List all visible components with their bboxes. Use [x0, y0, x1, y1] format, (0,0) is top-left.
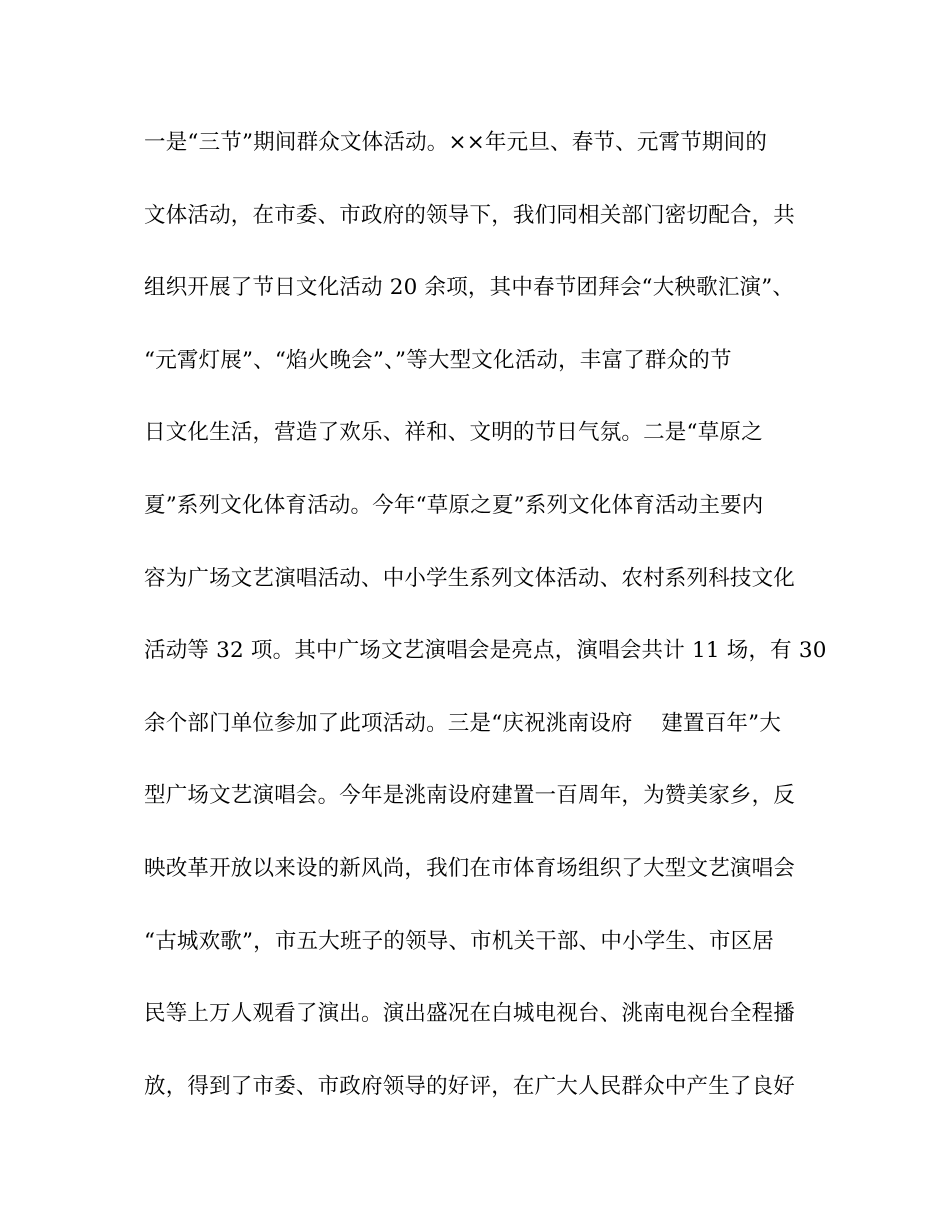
text-line-2: 文体活动，在市委、市政府的领导下，我们同相关部门密切配合，共	[144, 202, 796, 228]
text-line-10: 型广场文艺演唱会。今年是洮南设府建置一百周年，为赞美家乡，反	[144, 783, 796, 809]
text-line-14: 放，得到了市委、市政府领导的好评，在广大人民群众中产生了良好	[144, 1073, 796, 1099]
text-line-6: 夏”系列文化体育活动。今年“草原之夏”系列文化体育活动主要内	[144, 492, 764, 518]
text-line-8: 活动等 32 项。其中广场文艺演唱会是亮点，演唱会共计 11 场，有 30	[144, 638, 827, 664]
text-line-11: 映改革开放以来设的新风尚，我们在市体育场组织了大型文艺演唱会	[144, 855, 796, 881]
text-line-7: 容为广场文艺演唱活动、中小学生系列文体活动、农村系列科技文化	[144, 565, 796, 591]
text-line-9: 余个部门单位参加了此项活动。三是“庆祝洮南设府 建置百年”大	[144, 710, 782, 736]
text-line-13: 民等上万人观看了演出。演出盛况在白城电视台、洮南电视台全程播	[144, 1001, 796, 1027]
text-line-4: “元霄灯展”、“焰火晚会”、”等大型文化活动，丰富了群众的节	[144, 347, 732, 373]
text-line-3: 组织开展了节日文化活动 20 余项，其中春节团拜会“大秧歌汇演”、	[144, 275, 795, 301]
text-line-1: 一是“三节”期间群众文体活动。××年元旦、春节、元霄节期间的	[144, 130, 768, 155]
body-text	[144, 122, 827, 1138]
text-line-5: 日文化生活，营造了欢乐、祥和、文明的节日气氛。二是“草原之	[144, 420, 763, 446]
text-line-12: “古城欢歌”，市五大班子的领导、市机关干部、中小学生、市区居	[144, 928, 774, 954]
